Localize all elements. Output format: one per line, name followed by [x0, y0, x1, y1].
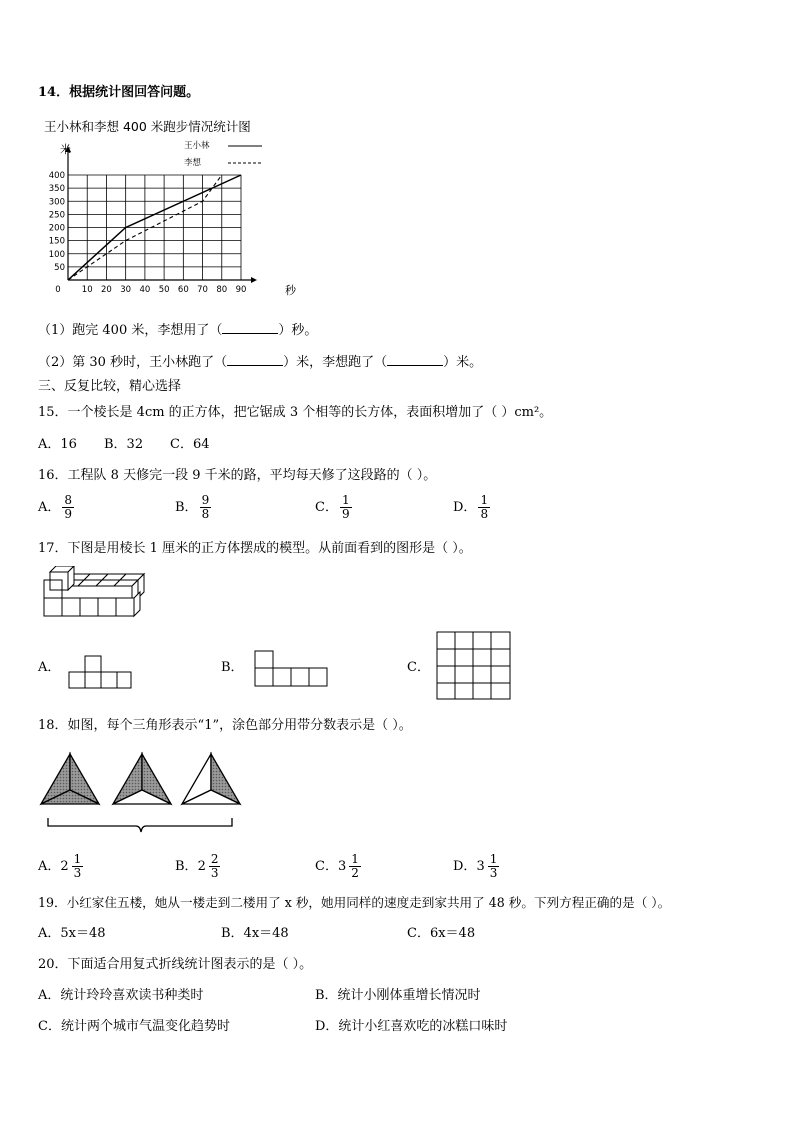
q16-option-a-fraction: [62, 494, 74, 521]
answer-blank[interactable]: [222, 321, 278, 334]
q20-option-a[interactable]: A．统计玲玲喜欢读书种类时: [38, 988, 204, 1003]
q18-option-d-mixed-number: [476, 853, 499, 880]
y-tick-label: 250: [48, 210, 65, 221]
q19-option-c[interactable]: C．6x＝48: [407, 926, 476, 941]
q17-option-c-figure[interactable]: [436, 631, 512, 701]
answer-blank[interactable]: [387, 353, 443, 366]
q16-option-a-label: A．: [38, 500, 61, 515]
x-tick-label: 40: [139, 285, 151, 295]
fraction-part: [209, 853, 221, 880]
q16-option-d-label: D．: [453, 500, 477, 515]
numerator: 1: [341, 493, 350, 507]
legend-label: 李想: [184, 158, 202, 168]
q20-option-c[interactable]: C．统计两个城市气温变化趋势时: [38, 1019, 230, 1034]
y-tick-label: 100: [48, 249, 65, 260]
q16-option-b[interactable]: [175, 494, 211, 521]
chart-title: 王小林和李想 400 米跑步情况统计图: [44, 119, 251, 134]
q18-option-a-mixed-number: [60, 853, 83, 880]
q18-option-a-label: A．: [38, 859, 61, 874]
x-tick-label: 50: [158, 285, 170, 295]
q16-option-c-label: C．: [315, 500, 338, 515]
question-14-part-1: [38, 321, 317, 340]
running-line-chart: [38, 110, 318, 305]
denominator: 3: [489, 866, 498, 880]
fraction-part: [488, 853, 500, 880]
y-axis-label: 米: [60, 143, 71, 156]
q14-part1-text-b: ）秒。: [278, 323, 318, 338]
q18-option-b-mixed-number: [198, 853, 221, 880]
y-tick-label: 50: [54, 262, 65, 273]
x-tick-label: 20: [101, 285, 112, 295]
q16-option-b-label: B．: [175, 500, 198, 515]
numerator: 2: [210, 852, 219, 866]
q19-option-b[interactable]: B．4x＝48: [221, 926, 289, 941]
y-tick-label: 150: [48, 236, 65, 247]
q15-option-b[interactable]: B．32: [104, 437, 144, 452]
q19-option-a[interactable]: A．5x＝48: [38, 926, 106, 941]
section-3-title: 三、反复比较，精心选择: [38, 379, 182, 394]
q14-part2-text-c: ）米。: [443, 355, 483, 370]
numerator: 1: [351, 852, 359, 866]
q16-option-b-fraction: [200, 494, 212, 521]
whole-part: 3: [476, 858, 485, 874]
q16-option-a[interactable]: [38, 494, 74, 521]
question-20-text: 20．下面适合用复式折线统计图表示的是（ ）。: [38, 957, 313, 972]
numerator: 9: [201, 493, 210, 507]
x-tick-label: 10: [81, 285, 93, 295]
fraction-part: [72, 853, 84, 880]
fraction-part: [349, 853, 361, 880]
denominator: 8: [480, 507, 489, 521]
denominator: 9: [341, 507, 350, 521]
whole-part: 2: [197, 858, 206, 874]
q17-option-b-label[interactable]: B．: [221, 660, 244, 675]
x-tick-label: 70: [197, 285, 208, 295]
denominator: 3: [73, 866, 82, 880]
q18-option-a[interactable]: [38, 853, 83, 880]
chart-grid: [68, 175, 241, 280]
denominator: 8: [201, 507, 210, 521]
chart-legend: [184, 140, 262, 168]
x-axis-arrow: [251, 277, 257, 283]
y-tick-label: 300: [48, 197, 65, 208]
numerator: 8: [64, 493, 73, 507]
whole-part: 2: [60, 858, 69, 874]
whole-part: 3: [337, 858, 347, 874]
q18-option-c[interactable]: [315, 853, 361, 880]
q18-option-c-label: C．: [315, 859, 338, 874]
question-14-part-2: [38, 353, 482, 372]
x-axis-label: 秒: [285, 284, 296, 297]
numerator: 1: [489, 852, 498, 866]
q16-option-c[interactable]: [315, 494, 352, 521]
q16-option-c-fraction: [340, 494, 352, 521]
question-17-text: 17．下图是用棱长 1 厘米的正方体摆成的模型。从前面看到的图形是（ ）。: [38, 541, 472, 556]
chart-ticks: [49, 171, 247, 295]
q20-option-b[interactable]: B．统计小刚体重增长情况时: [315, 988, 481, 1003]
denominator: 9: [64, 507, 73, 521]
q17-option-c-label[interactable]: C．: [407, 660, 430, 675]
x-tick-label: 80: [216, 285, 228, 295]
q18-option-d-label: D．: [453, 859, 477, 874]
q16-option-d[interactable]: [453, 494, 490, 521]
answer-blank[interactable]: [227, 353, 283, 366]
q17-option-a-figure[interactable]: [68, 654, 132, 690]
question-16-text: 16．工程队 8 天修完一段 9 千米的路，平均每天修了这段路的（ ）。: [38, 468, 437, 483]
question-14-title: 14．根据统计图回答问题。: [38, 85, 200, 100]
numerator: 1: [480, 493, 489, 507]
y-tick-label: 200: [48, 223, 65, 234]
x-tick-label: 60: [177, 285, 189, 295]
q17-option-a-label[interactable]: A．: [38, 660, 61, 675]
y-tick-label: 400: [48, 171, 65, 181]
q18-option-b-label: B．: [175, 859, 198, 874]
x-tick-label: 30: [120, 285, 132, 295]
y-tick-label: 350: [48, 184, 65, 195]
question-19-text: 19．小红家住五楼，她从一楼走到二楼用了 x 秒，她用同样的速度走到家共用了 48 秒。下列方程正确的是（ ）。: [38, 895, 671, 910]
q14-part1-text-a: （1）跑完 400 米，李想用了（: [38, 323, 223, 338]
q18-option-b[interactable]: [175, 853, 220, 880]
q15-option-a[interactable]: A．16: [38, 437, 77, 452]
question-15-text: 15．一个棱长是 4cm 的正方体，把它锯成 3 个相等的长方体，表面积增加了（ ）cm²。: [38, 405, 553, 420]
legend-label: 王小林: [184, 141, 210, 151]
x-tick-label: 0: [55, 285, 61, 295]
q17-option-b-figure[interactable]: [253, 650, 329, 688]
question-18-text: 18．如图，每个三角形表示“1”，涂色部分用带分数表示是（ ）。: [38, 718, 412, 733]
cube-model-figure: [42, 566, 157, 620]
q14-part2-text-b: ）米，李想跑了（: [283, 355, 388, 370]
shaded-triangles-figure: [38, 746, 244, 838]
x-tick-label: 90: [235, 285, 247, 295]
numerator: 1: [73, 852, 82, 866]
q18-option-c-mixed-number: [338, 853, 361, 880]
q14-part2-text-a: （2）第 30 秒时，王小林跑了（: [38, 355, 228, 370]
q16-option-d-fraction: [478, 494, 490, 521]
q20-option-d[interactable]: D．统计小红喜欢吃的冰糕口味时: [315, 1019, 508, 1034]
denominator: 2: [351, 866, 359, 880]
q15-option-c[interactable]: C．64: [170, 437, 210, 452]
denominator: 3: [210, 866, 219, 880]
q18-option-d[interactable]: [453, 853, 499, 880]
